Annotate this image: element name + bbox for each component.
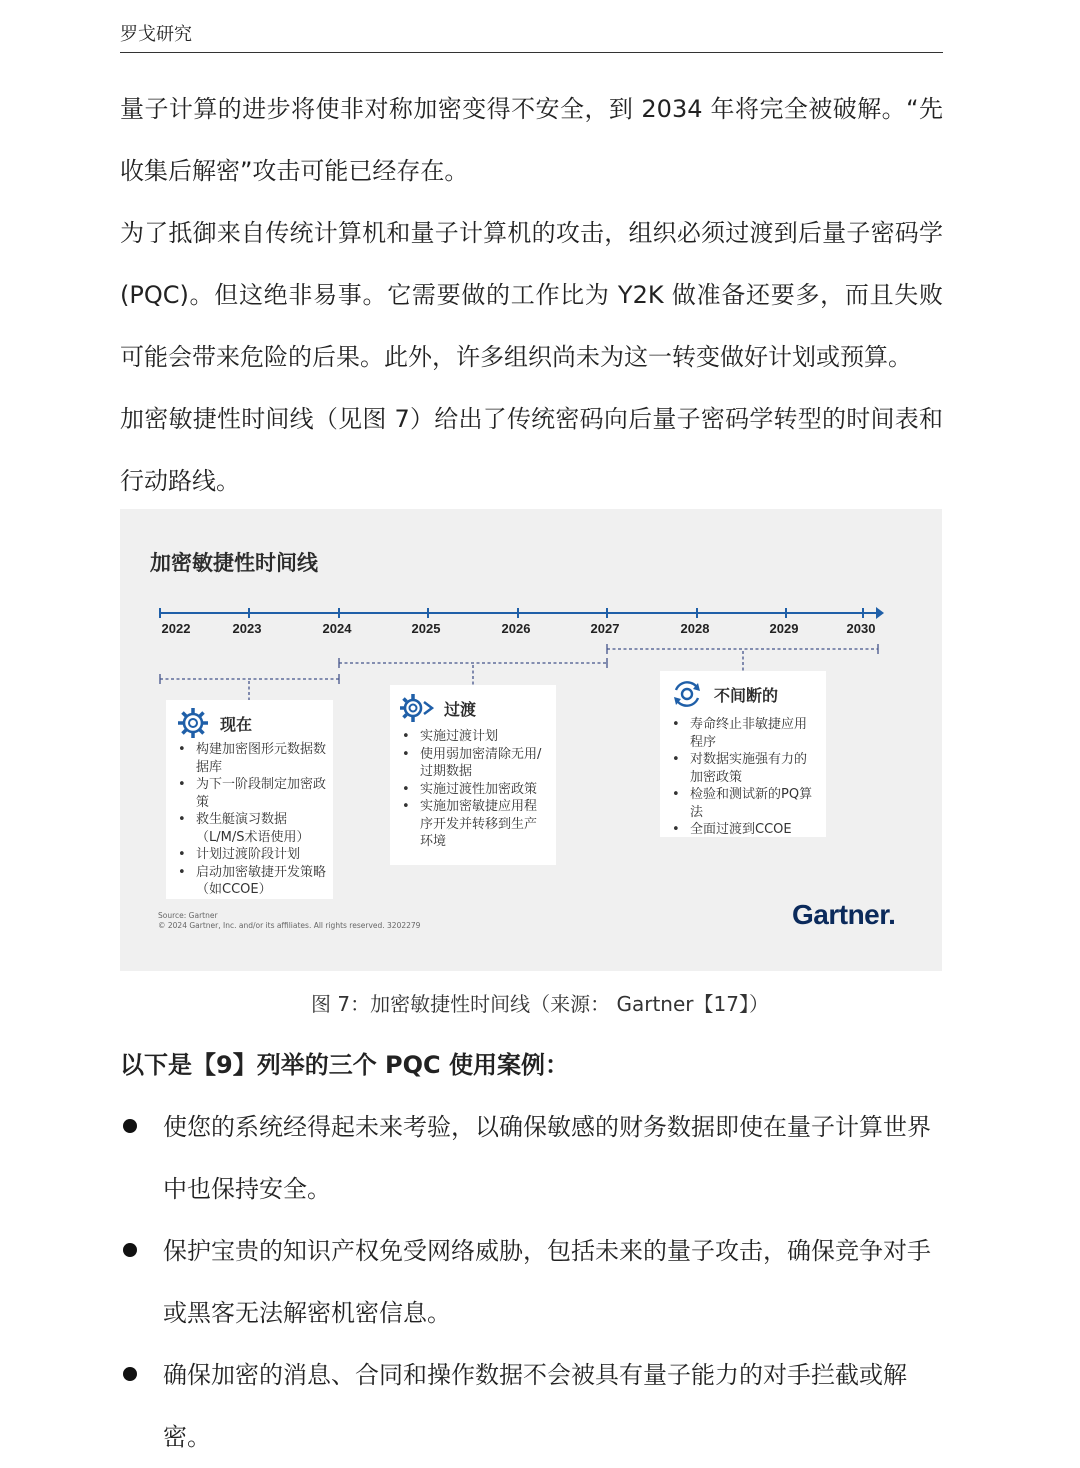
phase-list-now [166, 741, 326, 899]
bullet-icon [123, 1119, 137, 1133]
paragraph-2: 为了抵御来自传统计算机和量子计算机的攻击，组织必须过渡到后量子密码学 (PQC)。但这绝非易事。它需要做的工作比为 Y2K 做准备还要多，而且失败可能会带来危险的后果。此外，许多组织尚未为这一转变做好计划或预算。 [120, 219, 943, 371]
list-item: • 使用弱加密清除无用/过期数据 [420, 746, 548, 781]
list-item: • 计划过渡阶段计划 [196, 846, 326, 864]
use-case-text: 使您的系统经得起未来考验，以确保敏感的财务数据即使在量子计算世界中也保持安全。 [163, 1113, 931, 1203]
source-line-2: © 2024 Gartner, Inc. and/or its affiliates. All rights reserved. 3202279 [158, 921, 421, 930]
phase-card-now [166, 700, 333, 899]
list-item: • 检验和测试新的PQ算法 [690, 786, 818, 821]
list-item: • 启动加密敏捷开发策略（如CCOE） [196, 864, 326, 899]
list-item [120, 1344, 943, 1468]
phase-card-transition [390, 685, 556, 865]
paragraph-3: 加密敏捷性时间线（见图 7）给出了传统密码向后量子密码学转型的时间表和行动路线。 [120, 405, 943, 495]
bullet-icon [123, 1367, 137, 1381]
list-item [120, 1220, 943, 1344]
year-label: 2024 [322, 621, 352, 636]
year-label: 2027 [590, 621, 620, 636]
list-item: • 实施加密敏捷应用程序开发并转移到生产环境 [420, 798, 548, 851]
source-line-1: Source: Gartner [158, 911, 218, 920]
phase-title-ongoing: 不间断的 [714, 685, 779, 705]
list-item: • 构建加密图形元数据数据库 [196, 741, 326, 776]
list-item: • 为下一阶段制定加密政策 [196, 776, 326, 811]
list-item: • 实施过渡计划 [420, 728, 548, 746]
page-header [120, 18, 943, 53]
year-label: 2022 [161, 621, 191, 636]
year-label: 2029 [769, 621, 799, 636]
list-item: • 全面过渡到CCOE [690, 821, 818, 839]
phase-title-now: 现在 [220, 714, 253, 734]
use-cases-heading: 以下是【9】列举的三个 PQC 使用案例： [120, 1051, 570, 1079]
phase-title-transition: 过渡 [444, 699, 477, 719]
year-label: 2028 [680, 621, 710, 636]
year-label: 2030 [846, 621, 876, 636]
gartner-logo: Gartner. [792, 899, 896, 930]
transition-gear-icon [400, 691, 434, 725]
figure-source [158, 911, 420, 931]
year-label: 2023 [232, 621, 262, 636]
year-label: 2025 [411, 621, 441, 636]
timeline-arrow [876, 607, 884, 619]
gear-icon [176, 706, 210, 740]
figure-title: 加密敏捷性时间线 [150, 551, 318, 575]
year-label: 2026 [501, 621, 531, 636]
phase-card-ongoing [660, 671, 826, 837]
cycle-gear-icon [670, 677, 704, 711]
list-item: • 寿命终止非敏捷应用程序 [690, 716, 818, 751]
use-case-text: 保护宝贵的知识产权免受网络威胁，包括未来的量子攻击，确保竞争对手或黑客无法解密机密信息。 [163, 1237, 931, 1327]
bullet-icon [123, 1243, 137, 1257]
list-item [120, 1096, 943, 1220]
phase-list-ongoing [660, 716, 818, 839]
list-item: • 实施过渡性加密政策 [420, 781, 548, 799]
list-item: • 对数据实施强有力的加密政策 [690, 751, 818, 786]
list-item: • 救生艇演习数据（L/M/S术语使用） [196, 811, 326, 846]
timeline-figure [120, 509, 942, 971]
phase-list-transition [390, 728, 548, 851]
paragraph-1: 量子计算的进步将使非对称加密变得不安全，到 2034 年将完全被破解。“先收集后解密”攻击可能已经存在。 [120, 95, 943, 185]
header-title: 罗戈研究 [120, 24, 192, 45]
use-case-text: 确保加密的消息、合同和操作数据不会被具有量子能力的对手拦截或解密。 [163, 1361, 907, 1451]
figure-caption: 图 7：加密敏捷性时间线（来源： Gartner【17】） [311, 992, 769, 1016]
